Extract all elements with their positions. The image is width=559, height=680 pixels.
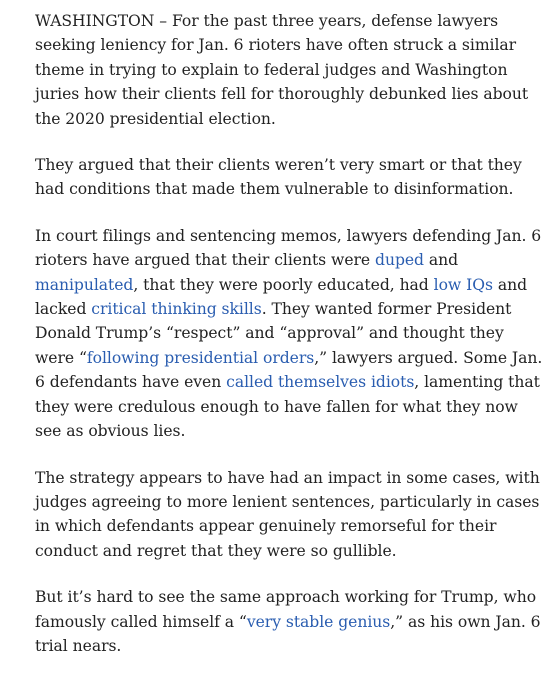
link-very-stable-genius[interactable]: very stable genius [246,612,391,631]
link-following-presidential-orders[interactable]: following presidential orders [86,348,315,367]
paragraph-4: The strategy appears to have had an impact in some cases, with judges agreeing to more lenient sentences, particularly in cases in which defendants appear genuinely remorseful for their conduct and regret that they were so gullible. [35,468,540,560]
link-called-themselves-idiots[interactable]: called themselves idiots [226,373,415,392]
paragraph-text: In court filings and sentencing memos, lawyers defending Jan. 6 rioters have argued that their clients were [35,226,542,270]
paragraph-text: But it’s hard to see the same approach working for Trump, who famously called himself a “ [35,588,537,631]
paragraph-text: , lamenting that they were credulous enough to have fallen for what they now see as obvious lies. [35,373,540,441]
paragraph-text: and lacked [35,275,528,319]
link-manipulated[interactable]: manipulated [35,275,134,294]
paragraph-1: WASHINGTON – For the past three years, defense lawyers seeking leniency for Jan. 6 rioters have often struck a similar theme in trying to explain to federal judges and Washington juries how their clients fell for thoroughly debunked lies about the 2020 presidential election. [35,12,529,128]
paragraph-text: ,” as his own Jan. 6 trial nears. [35,612,541,655]
article-body [35,9,545,680]
paragraph-2: They argued that their clients weren’t very smart or that they had conditions that made them vulnerable to disinformation. [35,156,522,199]
paragraph-text: . They wanted former President Donald Trump’s “respect” and “approval” and thought they were “ [35,300,512,367]
paragraph-3 [35,224,545,444]
link-critical-thinking-skills[interactable]: critical thinking skills [91,300,262,319]
link-low-iqs[interactable]: low IQs [433,275,493,294]
paragraph-5 [35,585,545,658]
paragraph-text: and [423,251,459,270]
paragraph-text: ,” lawyers argued. Some Jan. 6 defendants have even [35,348,543,392]
paragraph-text: , that they were poorly educated, had [133,275,434,294]
link-duped[interactable]: duped [375,251,424,270]
